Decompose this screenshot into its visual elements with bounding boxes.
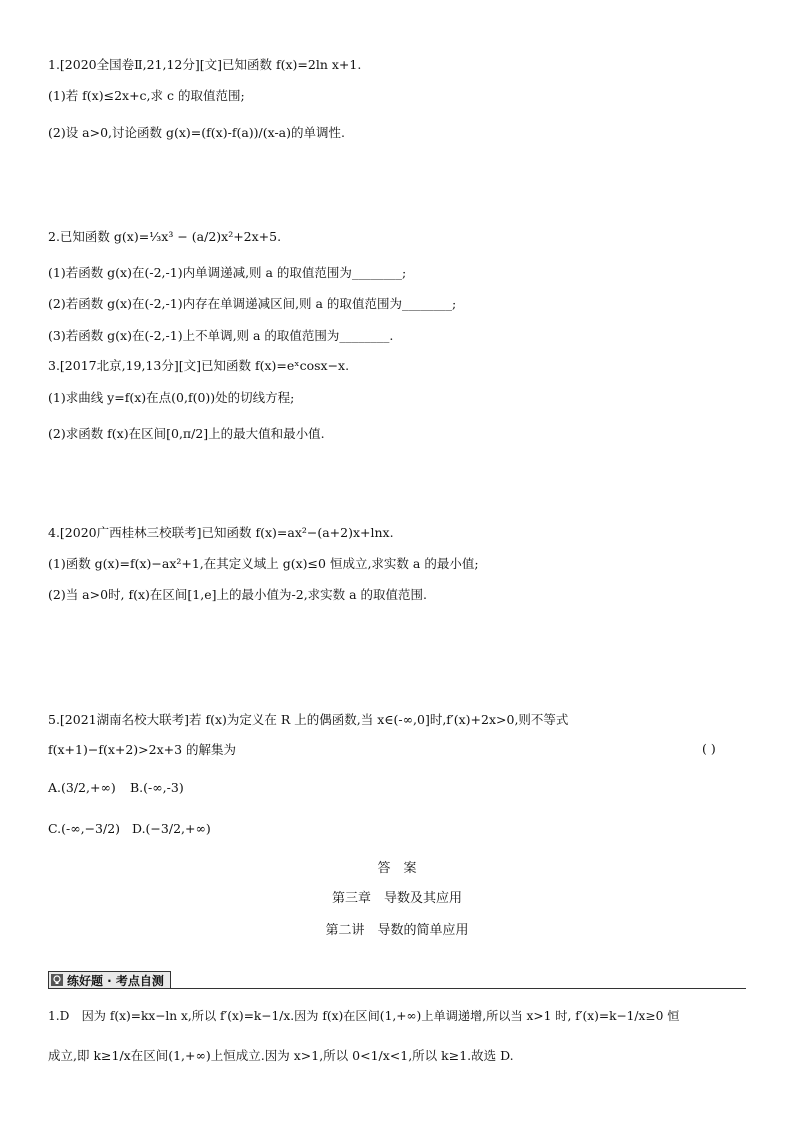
answer-bracket: ( ) [702, 741, 716, 756]
problem-1-part-1: (1)若 f(x)≤2x+c,求 c 的取值范围; [48, 88, 245, 103]
problem-2-stem: 2.已知函数 g(x)=⅓x³ − (a/2)x²+2x+5. [48, 229, 282, 244]
problem-4-stem: 4.[2020广西桂林三校联考]已知函数 f(x)=ax²−(a+2)x+lnx. [48, 525, 394, 540]
lecture-title: 第二讲 导数的简单应用 [325, 923, 469, 938]
option-b: B.(-∞,-3) [130, 780, 184, 795]
problem-2-part-3: (3)若函数 g(x)在(-2,-1)上不单调,则 a 的取值范围为________. [48, 328, 394, 343]
problem-3-stem: 3.[2017北京,19,13分][文]已知函数 f(x)=eˣcosx−x. [48, 358, 350, 373]
problem-4-part-2: (2)当 a>0时, f(x)在区间[1,e]上的最小值为-2,求实数 a 的取值范围. [48, 587, 428, 602]
answer-1-line-1: 1.D 因为 f(x)=kx−ln x,所以 f′(x)=k−1/x.因为 f(x)在区间(1,+∞)上单调递增,所以当 x>1 时, f′(x)=k−1/x≥0 恒 [48, 1009, 680, 1023]
problem-5-stem: 5.[2021湖南名校大联考]若 f(x)为定义在 R 上的偶函数,当 x∈(-∞,0]时,f′(x)+2x>0,则不等式 [48, 712, 569, 727]
problem-2-part-2: (2)若函数 g(x)在(-2,-1)内存在单调递减区间,则 a 的取值范围为________; [48, 296, 457, 311]
option-d: D.(−3/2,+∞) [132, 821, 211, 836]
problem-3-part-1: (1)求曲线 y=f(x)在点(0,f(0))处的切线方程; [48, 390, 295, 405]
problem-3-part-2: (2)求函数 f(x)在区间[0,π/2]上的最大值和最小值. [48, 426, 325, 441]
chapter-title: 第三章 导数及其应用 [331, 891, 462, 906]
problem-4-part-1: (1)函数 g(x)=f(x)−ax²+1,在其定义域上 g(x)≤0 恒成立,求实数 a 的最小值; [48, 556, 479, 571]
option-a: A.(3/2,+∞) [48, 780, 116, 795]
option-c: C.(-∞,−3/2) [48, 821, 121, 836]
problem-5-stem-2: f(x+1)−f(x+2)>2x+3 的解集为 [48, 742, 237, 757]
problem-2-part-1: (1)若函数 g(x)在(-2,-1)内单调递减,则 a 的取值范围为________; [48, 265, 407, 280]
answer-1-line-2: 成立,即 k≥1/x在区间(1,+∞)上恒成立.因为 x>1,所以 0<1/x<1,所以 k≥1.故选 D. [48, 1048, 514, 1063]
problem-1-stem: 1.[2020全国卷Ⅱ,21,12分][文]已知函数 f(x)=2ln x+1. [48, 57, 362, 72]
section-divider [48, 988, 746, 989]
problem-1-part-2: (2)设 a>0,讨论函数 g(x)=(f(x)-f(a))/(x-a)的单调性. [48, 125, 345, 140]
lightbulb-icon [51, 974, 63, 986]
answer-heading: 答 案 [377, 861, 417, 876]
section-tag [48, 971, 171, 989]
section-tag-label: 练好题 · 考点自测 [67, 973, 164, 988]
